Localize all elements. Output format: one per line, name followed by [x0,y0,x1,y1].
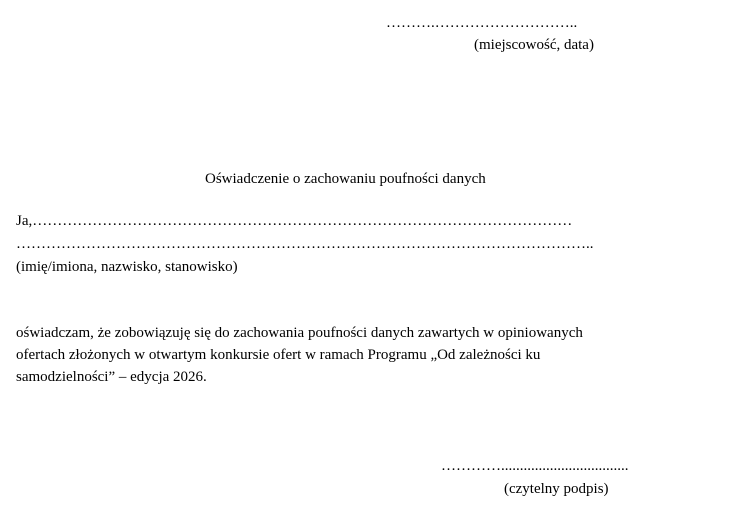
name-dotted-line-1: Ja,……………………………………………………………………………………………… [16,213,573,229]
declaration-line-3: samodzielności” – edycja 2026. [16,369,207,385]
document-title: Oświadczenie o zachowaniu poufności danych [205,171,486,187]
declaration-line-1: oświadczam, że zobowiązuję się do zachowania poufności danych zawartych w opiniowanych [16,325,583,341]
name-dotted-line-2: …………………………………………………………………………………………………….. [16,236,594,252]
place-date-caption: (miejscowość, data) [474,37,594,53]
signature-dotted-line: ………….................................. [441,458,629,474]
signature-caption: (czytelny podpis) [504,481,609,497]
place-date-dotted-line: ……….……………………….. [386,15,578,31]
name-caption: (imię/imiona, nazwisko, stanowisko) [16,259,238,275]
declaration-line-2: ofertach złożonych w otwartym konkursie ofert w ramach Programu „Od zależności ku [16,347,541,363]
declaration-paragraph [16,326,716,392]
